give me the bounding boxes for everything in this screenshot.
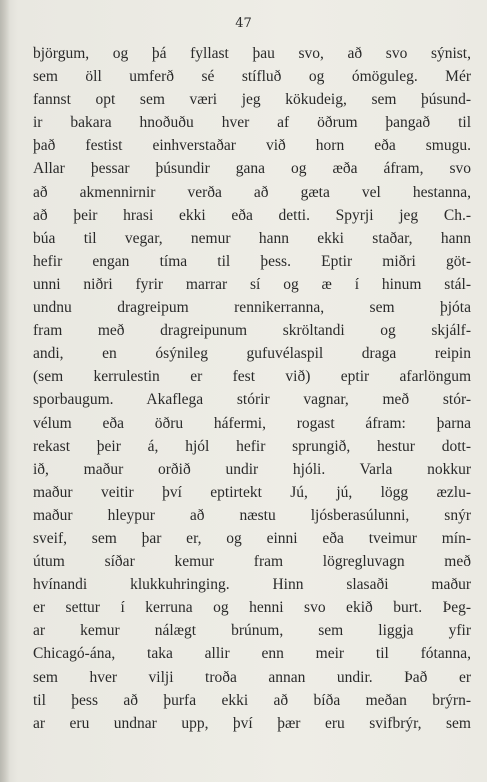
- text-line: undnu dragreipum rennikerranna, sem þjóta: [33, 299, 471, 317]
- text-line: hvínandi klukkuhringing. Hinn slasaði maður: [33, 576, 471, 594]
- text-line: að þeir hrasi ekki eða detti. Spyrji jeg Ch.-: [33, 206, 471, 224]
- text-line: ar kemur nálægt brúnum, sem liggja yfir: [33, 622, 471, 640]
- page-number: 47: [235, 16, 252, 31]
- text-line: sporbaugum. Akaflega stórir vagnar, með stór-: [33, 391, 471, 409]
- text-line: sveif, sem þar er, og einni eða tveimur mín-: [33, 529, 471, 547]
- text-line: sem hver vilji troða annan undir. Það er: [33, 668, 471, 686]
- text-line: ið, maður orðið undir hjóli. Varla nokkur: [33, 460, 471, 478]
- text-line: unni niðri fyrir marrar sí og æ í hinum stál-: [33, 275, 471, 293]
- text-line: það festist einhverstaðar við horn eða smugu.: [33, 137, 471, 155]
- text-line: Allar þessar þúsundir gana og æða áfram, svo: [33, 160, 471, 178]
- text-line: útum síðar kemur fram lögregluvagn með: [33, 553, 471, 571]
- text-line: sem öll umferð sé stífluð og ómöguleg. Mér: [33, 68, 471, 86]
- text-line: vélum eða öðru háfermi, rogast áfram: þarna: [33, 414, 471, 432]
- text-line: ir bakara hnoðuðu hver af öðrum þangað til: [33, 114, 471, 132]
- text-line: (sem kerrulestin er fest við) eptir afarlöngum: [33, 368, 471, 386]
- text-line: hefir engan tíma til þess. Eptir miðri göt-: [33, 252, 471, 270]
- text-line: rekast þeir á, hjól hefir sprungið, hestur dott-: [33, 437, 471, 455]
- text-line: fram með dragreipunum skröltandi og skjálf-: [33, 322, 471, 340]
- text-line: björgum, og þá fyllast þau svo, að svo sýnist,: [33, 45, 471, 62]
- text-line: er settur í kerruna og henni svo ekið burt. Þeg-: [33, 599, 471, 617]
- page-gutter-shadow: [0, 0, 10, 782]
- text-line: að akmennirnir verða að gæta vel hestanna,: [33, 183, 471, 201]
- text-line: andi, en ósýnileg gufuvélaspil draga reipin: [33, 345, 471, 363]
- text-line: Chicagó-ána, taka allir enn meir til fótanna,: [33, 645, 471, 663]
- text-line: búa til vegar, nemur hann ekki staðar, hann: [33, 229, 471, 247]
- text-line: til þess að þurfa ekki að bíða meðan brýrn-: [33, 691, 471, 709]
- text-line: maður hleypur að næstu ljósberasúlunni, snýr: [33, 506, 471, 524]
- text-line: maður veitir því eptirtekt Jú, jú, lögg æzlu-: [33, 483, 471, 501]
- body-text: [33, 42, 471, 735]
- text-line: fannst opt sem væri jeg kökudeig, sem þúsund-: [33, 91, 471, 109]
- text-line: ar eru undnar upp, því þær eru svifbrýr, sem: [33, 714, 471, 732]
